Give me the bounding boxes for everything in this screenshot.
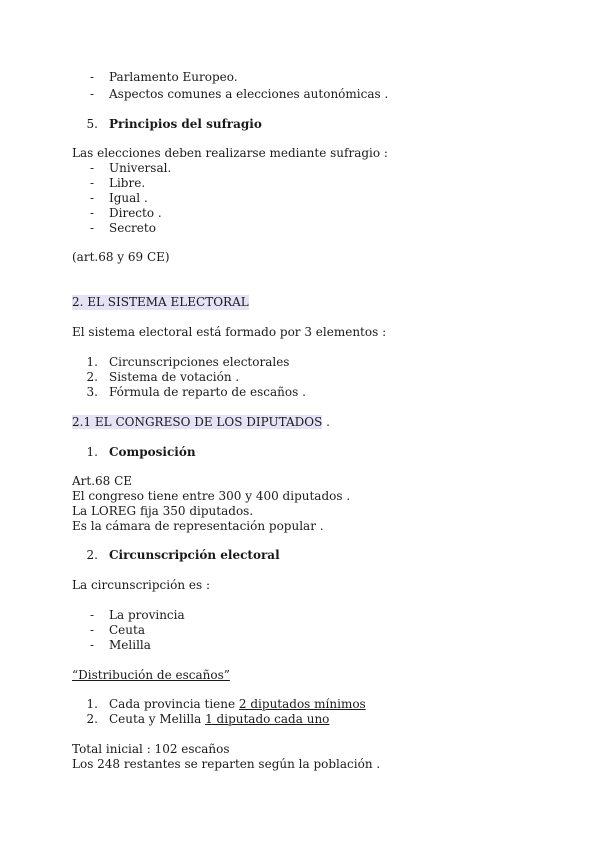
list-item-text: Ceuta y Melilla xyxy=(109,712,206,726)
section-number: 5. xyxy=(86,117,98,131)
paragraph: La circunscripción es : xyxy=(72,578,210,592)
list-bullet: - xyxy=(90,221,95,235)
reference-text: (art.68 y 69 CE) xyxy=(72,250,170,264)
paragraph-line: La LOREG fija 350 diputados. xyxy=(72,504,254,518)
list-item: Circunscripciones electorales xyxy=(109,355,290,369)
chapter-heading: 2. EL SISTEMA ELECTORAL xyxy=(72,295,249,309)
section-number: 2. xyxy=(86,548,98,562)
list-item: Fórmula de reparto de escaños . xyxy=(109,385,306,399)
list-bullet: - xyxy=(90,70,95,84)
list-item: Libre. xyxy=(109,176,146,190)
paragraph-line: Es la cámara de representación popular . xyxy=(72,519,324,533)
list-bullet: - xyxy=(90,161,95,175)
list-item: Parlamento Europeo. xyxy=(109,70,238,84)
list-item: La provincia xyxy=(109,608,185,622)
list-item xyxy=(109,697,366,712)
list-number: 2. xyxy=(86,712,98,726)
list-item-emphasis: 2 diputados mínimos xyxy=(238,697,366,711)
section-heading: Circunscripción electoral xyxy=(109,548,280,562)
list-item: Ceuta xyxy=(109,623,145,637)
list-number: 1. xyxy=(86,697,98,711)
list-item: Universal. xyxy=(109,161,172,175)
list-bullet: - xyxy=(90,87,95,101)
underlined-heading: “Distribución de escaños” xyxy=(72,668,230,682)
list-number: 3. xyxy=(86,385,98,399)
section-heading: Principios del sufragio xyxy=(109,117,262,131)
section-heading: Composición xyxy=(109,445,196,459)
list-number: 1. xyxy=(86,355,98,369)
paragraph-line: Total inicial : 102 escaños xyxy=(72,742,230,756)
list-item: Igual . xyxy=(109,191,148,205)
list-item xyxy=(109,712,329,727)
list-item: Directo . xyxy=(109,206,162,220)
list-number: 2. xyxy=(86,370,98,384)
list-bullet: - xyxy=(90,191,95,205)
list-item: Aspectos comunes a elecciones autonómicas . xyxy=(109,87,389,101)
subchapter-heading xyxy=(72,415,330,430)
paragraph: El sistema electoral está formado por 3 elementos : xyxy=(72,325,387,339)
list-item-emphasis: 1 diputado cada uno xyxy=(205,712,330,726)
paragraph-line: El congreso tiene entre 300 y 400 diputados . xyxy=(72,489,351,503)
list-item: Melilla xyxy=(109,638,151,652)
subchapter-heading-suffix: . xyxy=(322,415,330,429)
list-bullet: - xyxy=(90,623,95,637)
subchapter-heading-text: 2.1 EL CONGRESO DE LOS DIPUTADOS xyxy=(72,415,323,429)
list-item: Sistema de votación . xyxy=(109,370,240,384)
list-bullet: - xyxy=(90,206,95,220)
list-bullet: - xyxy=(90,608,95,622)
paragraph-line: Los 248 restantes se reparten según la población . xyxy=(72,757,381,771)
list-item: Secreto xyxy=(109,221,156,235)
list-item-text: Cada provincia tiene xyxy=(109,697,239,711)
list-bullet: - xyxy=(90,176,95,190)
list-bullet: - xyxy=(90,638,95,652)
section-number: 1. xyxy=(86,445,98,459)
paragraph-line: Art.68 CE xyxy=(72,474,133,488)
paragraph: Las elecciones deben realizarse mediante sufragio : xyxy=(72,146,388,160)
